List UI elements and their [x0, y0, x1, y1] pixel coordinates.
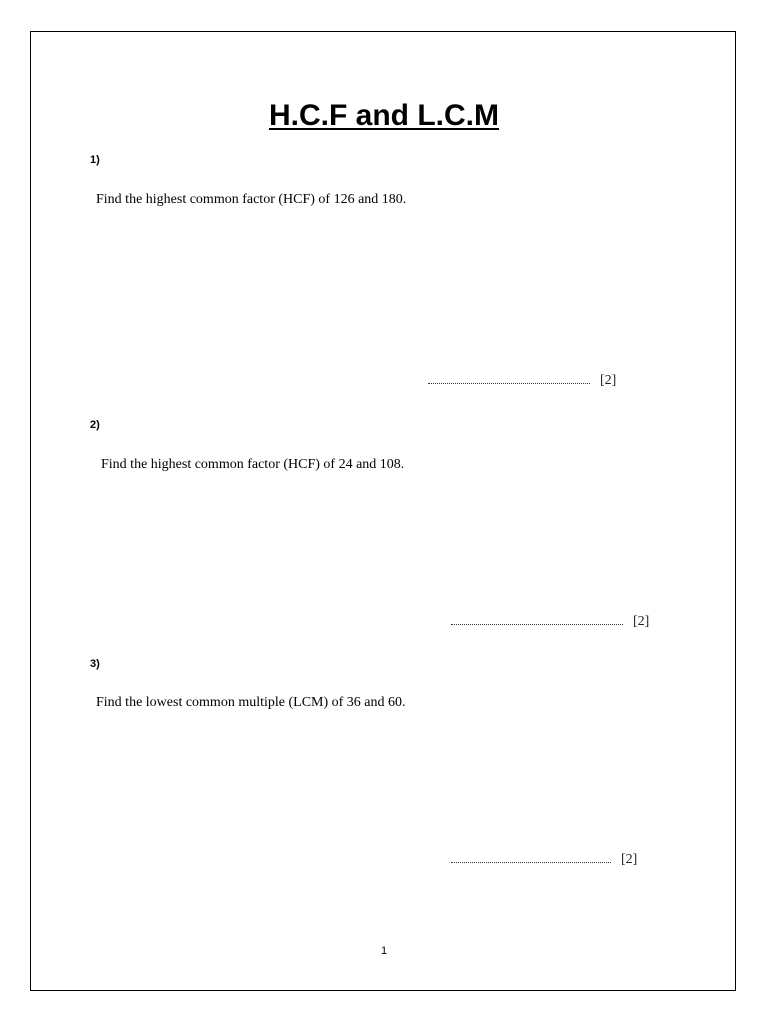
- page-number: 1: [380, 945, 388, 957]
- answer-line-1: [428, 372, 616, 390]
- page-title: H.C.F and L.C.M: [269, 99, 499, 132]
- question-number-2: 2): [90, 419, 100, 431]
- question-text-2: Find the highest common factor (HCF) of 24 and 108.: [101, 457, 405, 472]
- marks-label: [2]: [621, 852, 638, 867]
- answer-dotted-line: [451, 614, 623, 625]
- page-border: [30, 31, 736, 991]
- question-text-3: Find the lowest common multiple (LCM) of 36 and 60.: [96, 695, 406, 710]
- question-number-3: 3): [90, 658, 100, 670]
- question-text-1: Find the highest common factor (HCF) of 126 and 180.: [96, 192, 407, 207]
- answer-line-2: [451, 613, 649, 631]
- marks-label: [2]: [600, 373, 617, 388]
- marks-label: [2]: [633, 614, 650, 629]
- answer-dotted-line: [428, 373, 590, 384]
- answer-dotted-line: [451, 852, 611, 863]
- answer-line-3: [451, 851, 637, 869]
- question-number-1: 1): [90, 154, 100, 166]
